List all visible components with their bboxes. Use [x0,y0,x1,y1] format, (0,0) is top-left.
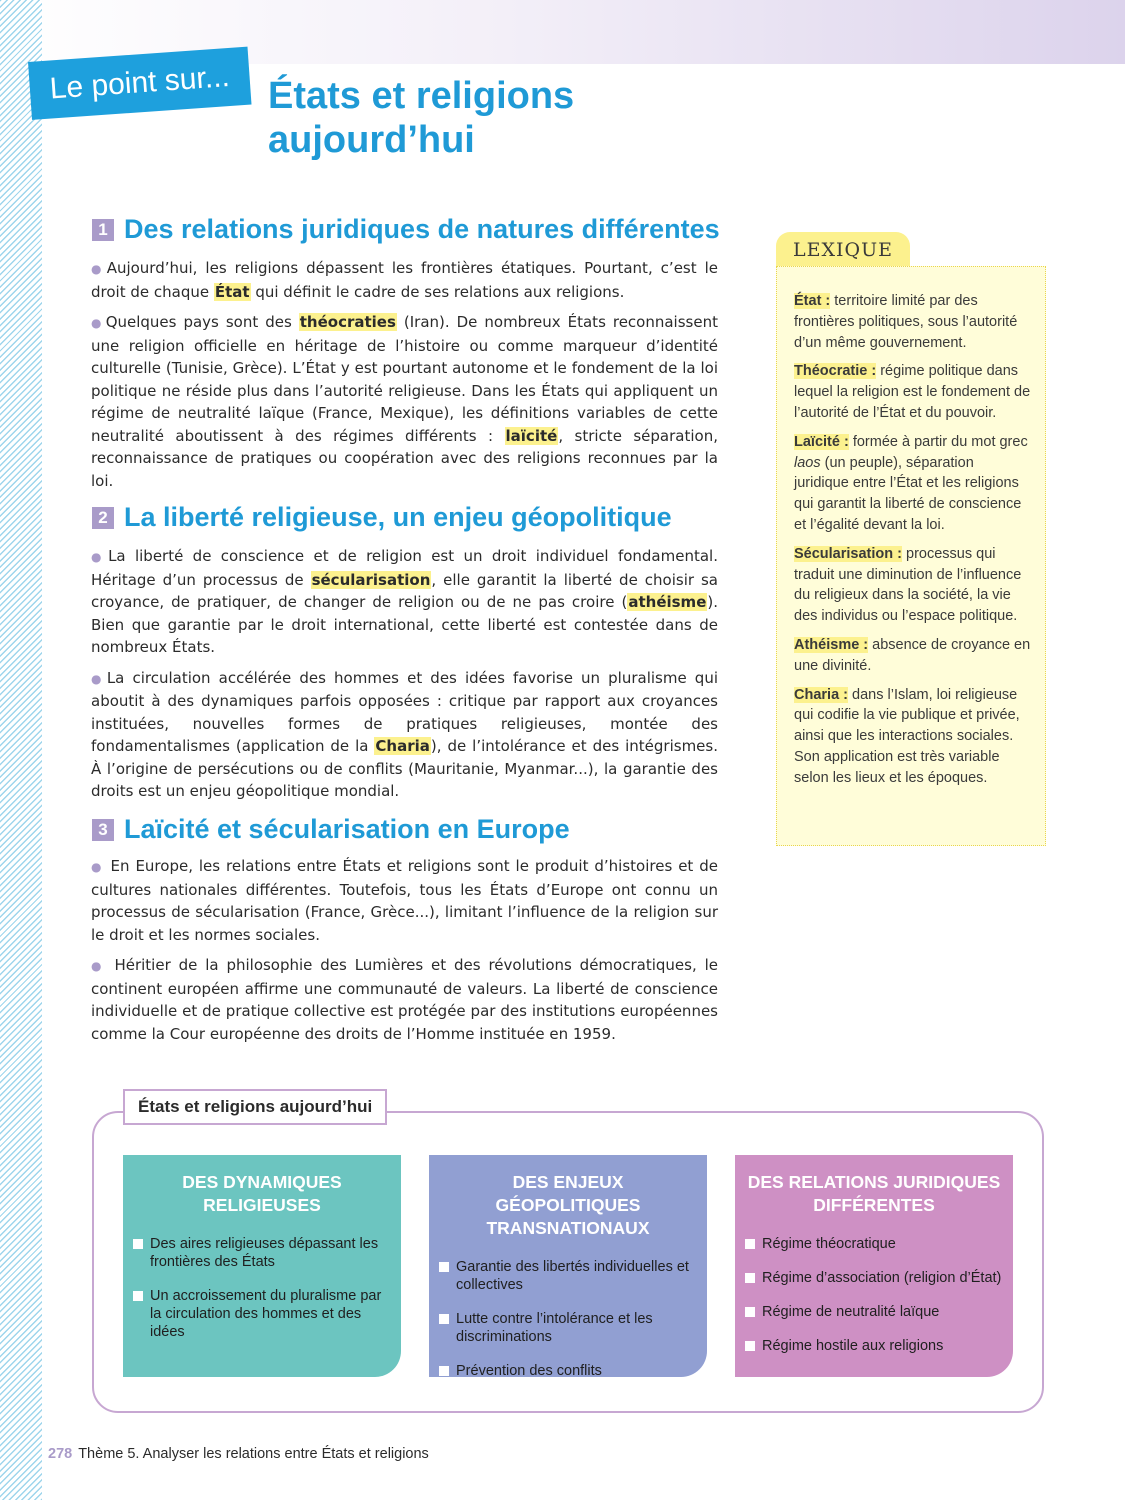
section-number: 1 [92,219,114,241]
lexicon-term: théocraties [299,313,396,331]
card-heading: DES DYNAMIQUES RELIGIEUSES [182,1172,342,1215]
checkbox-square-icon [439,1314,449,1324]
paragraph: ● La liberté de conscience et de religion est un droit individuel fondamental. Héritage d’un processus de sécularisation, elle garantit la liberté de choisir sa croyance, de pratiquer, de changer de religion ou de ne pas croire (athéisme). Bien que garantie par le droit international, cette liberté est contestée dans de nombreux États. [91,547,718,656]
page-title [268,74,574,162]
lexique-entry: Athéisme : absence de croyance en une divinité. [794,636,1031,674]
lexique-term: État : [794,293,831,309]
side-stripes [0,0,42,1500]
card-item: Lutte contre l’intolérance et les discriminations [439,1310,697,1346]
lexique-entry: Charia : dans l’Islam, loi religieuse qui codifie la vie publique et privée, ainsi que les interactions sociales. Son application est très variable selon les lieux et les époques. [794,686,1020,786]
lexicon-term: Charia [375,737,430,755]
section-title: Des relations juridiques de natures différentes [124,214,720,244]
lexicon-term: État [214,282,250,301]
section-2-heading [92,502,672,533]
page-footer [48,1446,429,1462]
section-1-heading [92,214,720,245]
lexique-entry: Sécularisation : processus qui traduit une diminution de l’influence du religieux dans la société, la vie des individus ou l’espace politique. [794,545,1022,625]
lexique-term: Charia : [794,686,848,703]
card-item: Régime théocratique [745,1235,1003,1253]
lexicon-term: laïcité [505,426,558,445]
section-tag: Le point sur... [28,47,252,120]
paragraph: ● La circulation accélérée des hommes et des idées favorise un pluralisme qui aboutit à des dynamiques parfois opposées : critique par rapport aux croyances instituées, nouvelles formes de pratiques religieuses, montée des fondamentalismes (application de la Charia), de l’intolérance et des intégrismes. À l’origine de persécutions ou de conflits (Mauritanie, Myanmar...), la garantie des droits est un enjeu géopolitique mondial. [91,668,718,800]
checkbox-square-icon [133,1239,143,1249]
bullet-icon: ● [91,860,103,874]
card-item: Régime d’association (religion d’État) [745,1269,1003,1287]
card-item: Prévention des conflits [439,1362,697,1380]
card-item: Un accroissement du pluralisme par la circulation des hommes et des idées [133,1287,391,1341]
lexique-entry: Laïcité : formée à partir du mot grec laos (un peuple), séparation juridique entre l’État et les religions qui garantit la liberté de conscience et l’égalité devant la loi. [794,433,1028,533]
paragraph: ● Héritier de la philosophie des Lumières et des révolutions démocratiques, le continent européen affirme une communauté de valeurs. La liberté de conscience individuelle et de pratique collective est protégée par des institutions européennes comme la Cour européenne des droits de l’Homme instituée en 1959. [91,956,718,1043]
checkbox-square-icon [745,1273,755,1283]
lexique-box [776,266,1046,846]
card-heading: DES RELATIONS JURIDIQUES DIFFÉRENTES [747,1172,1001,1215]
lexicon-term: sécularisation [311,570,431,589]
lexique-term: Théocratie : [794,363,877,380]
lexicon-term: athéisme [628,593,707,611]
lexique-title: LEXIQUE [776,232,910,268]
checkbox-square-icon [745,1239,755,1249]
page-title-line1: États et religions [268,75,575,117]
card-heading: DES ENJEUX GÉOPOLITIQUES TRANSNATIONAUX [486,1172,650,1238]
lexique-entry: Théocratie : régime politique dans lequel la religion est le fondement de l’autorité de l’État et du pouvoir. [794,363,1031,421]
section-3-heading [92,814,570,845]
lexique-term: Athéisme : [794,636,869,653]
paragraph: ● Quelques pays sont des théocraties (Iran). De nombreux États reconnaissent une religion officielle en héritage de l’histoire ou comme marqueur d’identité culturelle (Tunisie, Grèce). L’État y est pourtant autonome et le fondement de la loi politique ne réside plus dans l’autorité religieuse. Dans les États qui appliquent un régime de neutralité laïque (France, Mexique), les définitions variables de cette neutralité aboutissent à des régimes différents : laïcité, stricte séparation, reconnaissance de pratiques ou coopération avec des religions reconnues par la loi. [91,313,718,490]
section-3-body [91,855,718,1053]
card-dynamiques [123,1155,401,1377]
lexique-term: Laïcité : [794,433,849,450]
page-title-line2: aujourd’hui [268,119,475,161]
card-enjeux [429,1155,707,1377]
footer-text: Thème 5. Analyser les relations entre États et religions [78,1446,429,1462]
card-relations [735,1155,1013,1377]
lexique-term: Sécularisation : [794,545,902,562]
card-item: Des aires religieuses dépassant les frontières des États [133,1235,391,1271]
section-title: La liberté religieuse, un enjeu géopolitique [124,502,672,532]
bullet-icon: ● [91,550,107,564]
bullet-icon: ● [91,959,105,973]
paragraph: ● En Europe, les relations entre États et religions sont le produit d’histoires et de cultures nationales différentes. Toutefois, tous les États d’Europe ont connu un processus de sécularisation (France, Grèce...), limitant l’influence de la religion sur le droit et les normes sociales. [91,857,718,944]
checkbox-square-icon [745,1341,755,1351]
section-number: 3 [92,819,114,841]
lexique-entry: État : territoire limité par des frontières politiques, sous l’autorité d’un même gouvernement. [794,293,1018,351]
checkbox-square-icon [133,1291,143,1301]
page-number: 278 [48,1446,73,1462]
paragraph: ● Aujourd’hui, les religions dépassent les frontières étatiques. Pourtant, c’est le droit de chaque État qui définit le cadre de ses relations aux religions. [91,259,718,301]
bullet-icon: ● [91,316,104,330]
section-1-body [91,257,718,500]
card-item: Régime hostile aux religions [745,1337,1003,1355]
section-number: 2 [92,507,114,529]
card-item: Garantie des libertés individuelles et collectives [439,1258,697,1294]
bullet-icon: ● [91,671,105,686]
checkbox-square-icon [439,1262,449,1272]
section-2-body [91,545,718,811]
diagram-title: États et religions aujourd’hui [123,1089,387,1125]
section-title: Laïcité et sécularisation en Europe [124,814,570,844]
bullet-icon: ● [91,262,105,276]
checkbox-square-icon [745,1307,755,1317]
checkbox-square-icon [439,1366,449,1376]
card-item: Régime de neutralité laïque [745,1303,1003,1321]
